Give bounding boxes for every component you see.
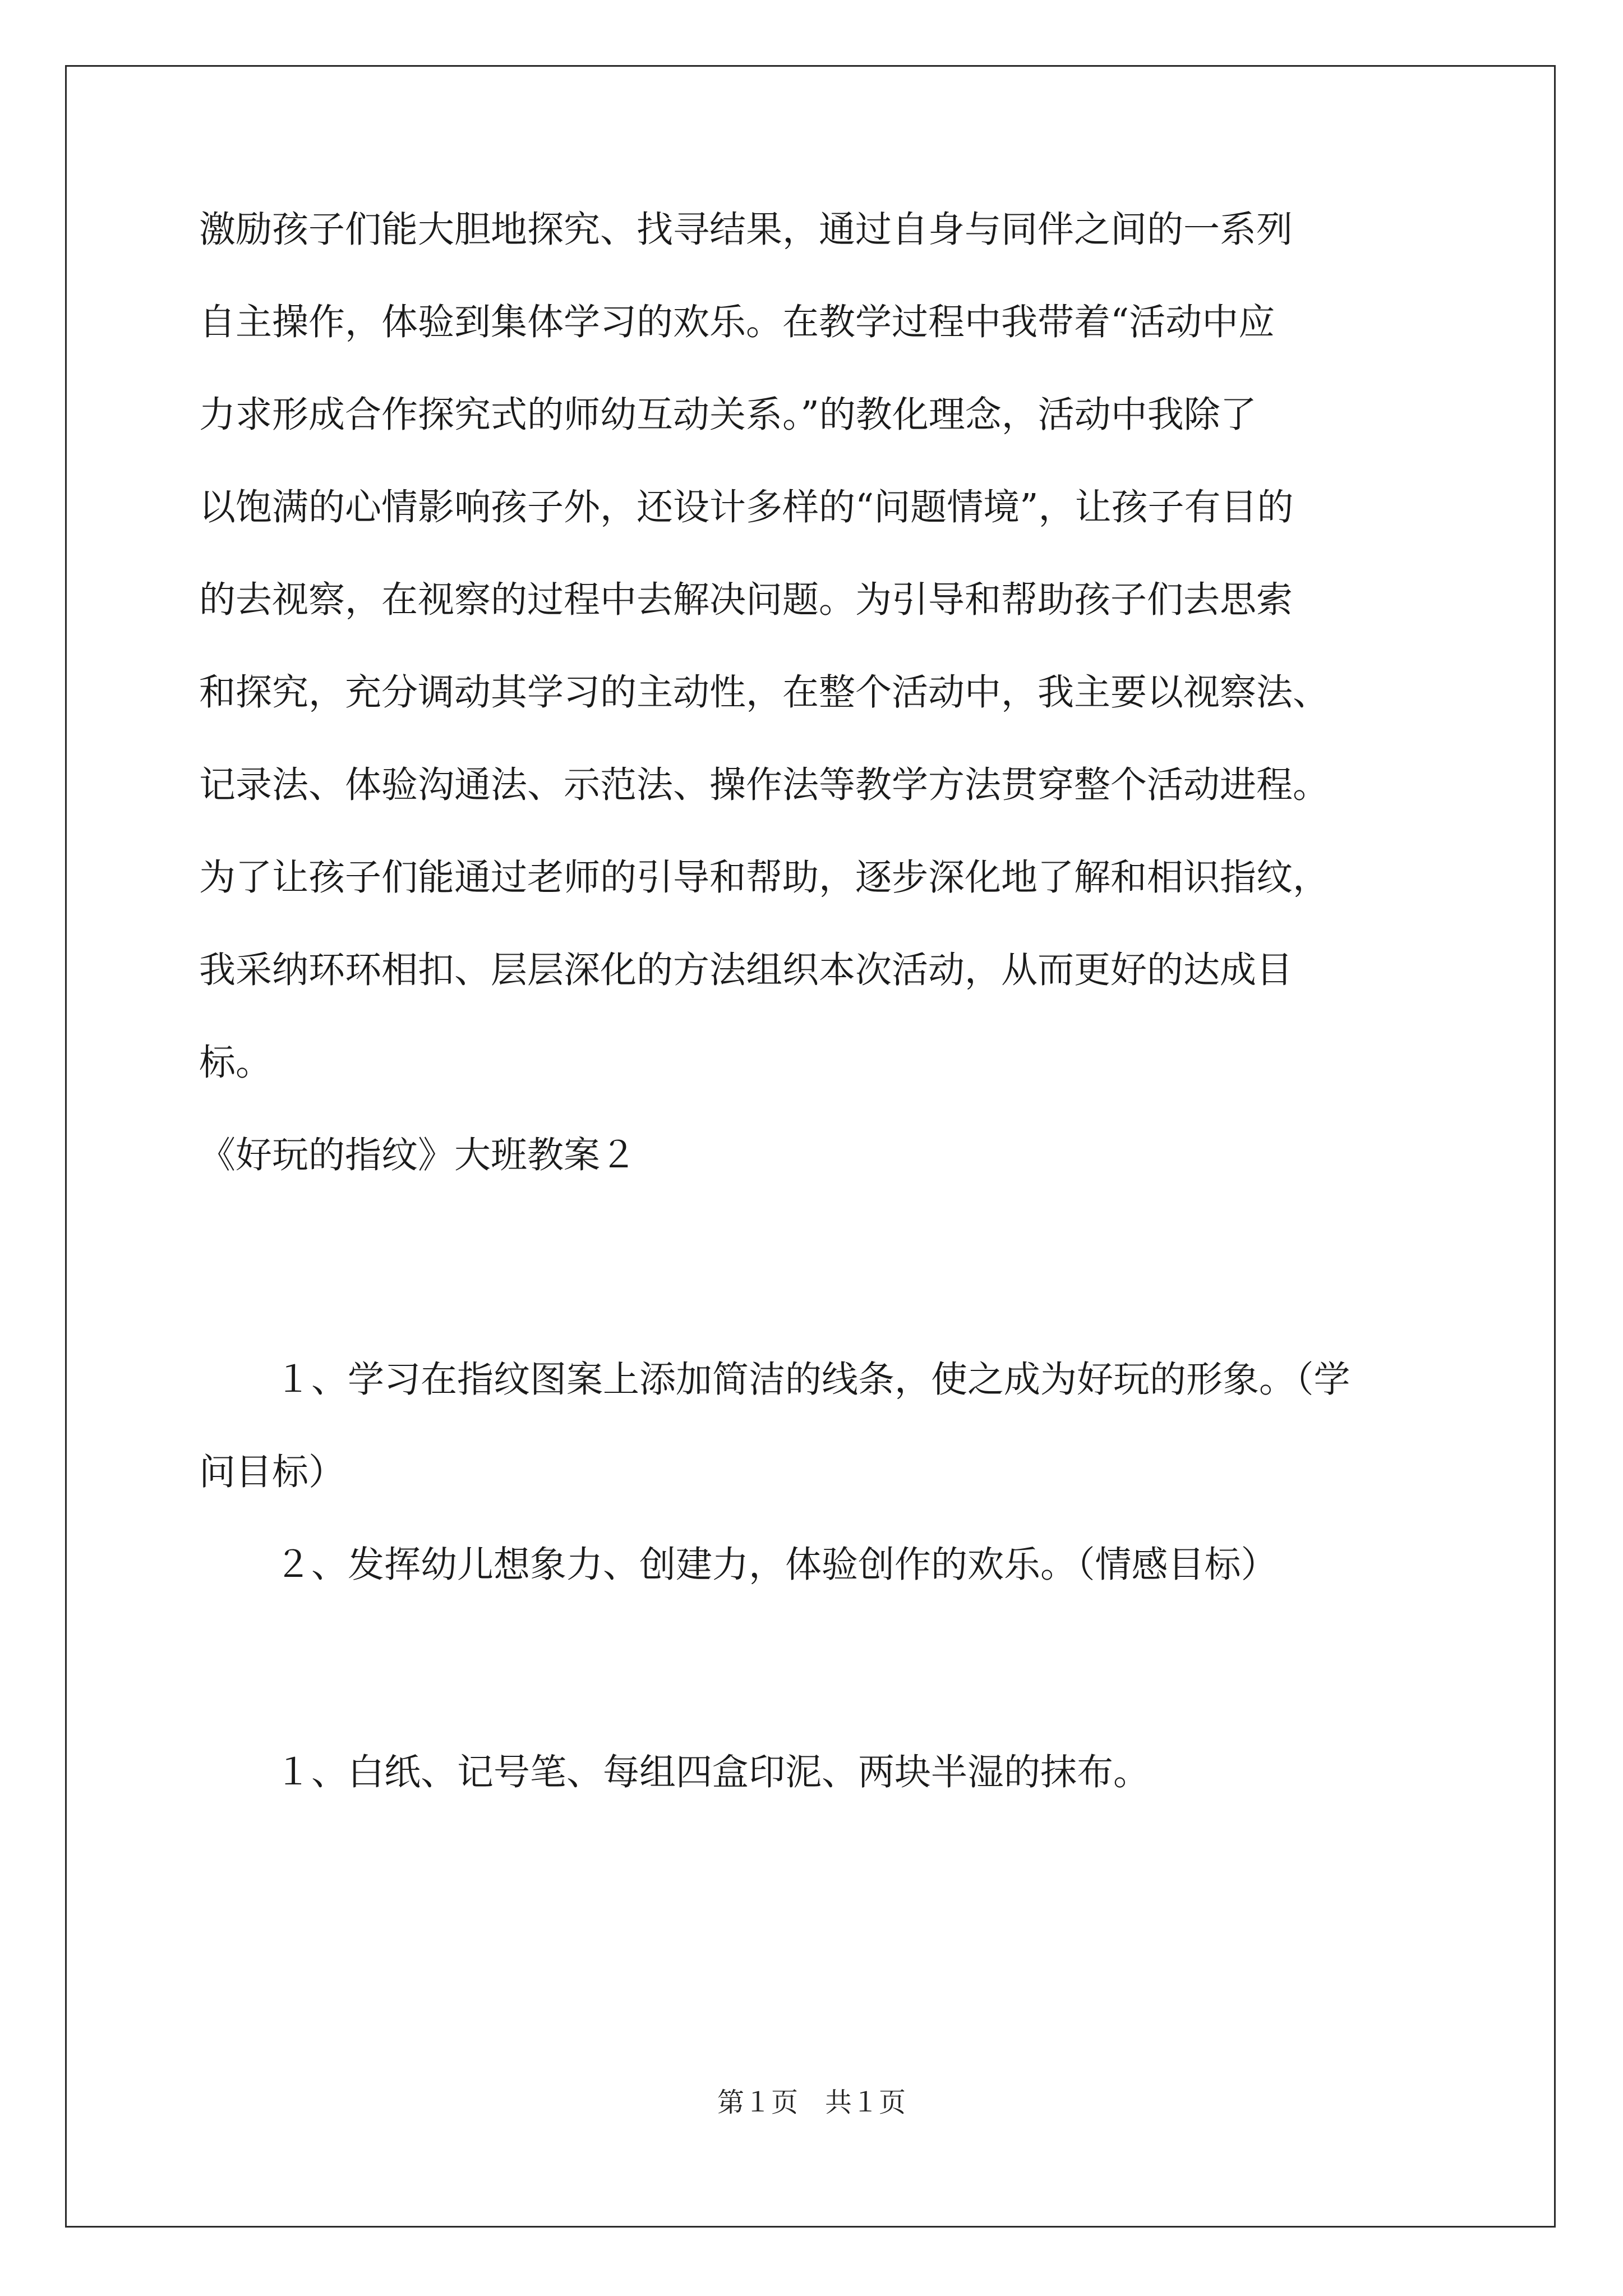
paragraph-line-5: 的去视察，在视察的过程中去解决问题。为引导和帮助孩子们去思索 — [199, 579, 1293, 621]
paragraph-line-3: 力求形成合作探究式的师幼互动关系。”的教化理念，活动中我除了 — [199, 394, 1257, 436]
paragraph-line-6: 和探究，充分调动其学习的主动性，在整个活动中，我主要以视察法、 — [199, 671, 1330, 714]
goal-2: ２、发挥幼儿想象力、创建力，体验创作的欢乐。（情感目标） — [275, 1544, 1278, 1586]
paragraph-line-1: 激励孩子们能大胆地探究、找寻结果，通过自身与同伴之间的一系列 — [199, 209, 1293, 251]
paragraph-line-8: 为了让孩子们能通过老师的引导和帮助，逐步深化地了解和相识指纹， — [199, 857, 1330, 899]
paragraph-line-2: 自主操作，体验到集体学习的欢乐。在教学过程中我带着“活动中应 — [199, 301, 1275, 343]
paragraph-line-9: 我采纳环环相扣、层层深化的方法组织本次活动，从而更好的达成目 — [199, 949, 1293, 991]
paragraph-line-7: 记录法、体验沟通法、示范法、操作法等教学方法贯穿整个活动进程。 — [199, 764, 1330, 806]
page-footer: 第１页 共１页 — [717, 2087, 906, 2118]
goal-1-line-1: １、学习在指纹图案上添加简洁的线条，使之成为好玩的形象。（学 — [275, 1359, 1350, 1401]
goal-1-line-2: 问目标） — [199, 1451, 345, 1493]
materials-item-1: １、白纸、记号笔、每组四盒印泥、两块半湿的抹布。 — [275, 1751, 1150, 1793]
paragraph-line-4: 以饱满的心情影响孩子外，还设计多样的“问题情境”，让孩子有目的 — [199, 486, 1294, 528]
paragraph-line-10: 标。 — [199, 1042, 273, 1084]
section-title: 《好玩的指纹》大班教案２ — [199, 1134, 637, 1176]
